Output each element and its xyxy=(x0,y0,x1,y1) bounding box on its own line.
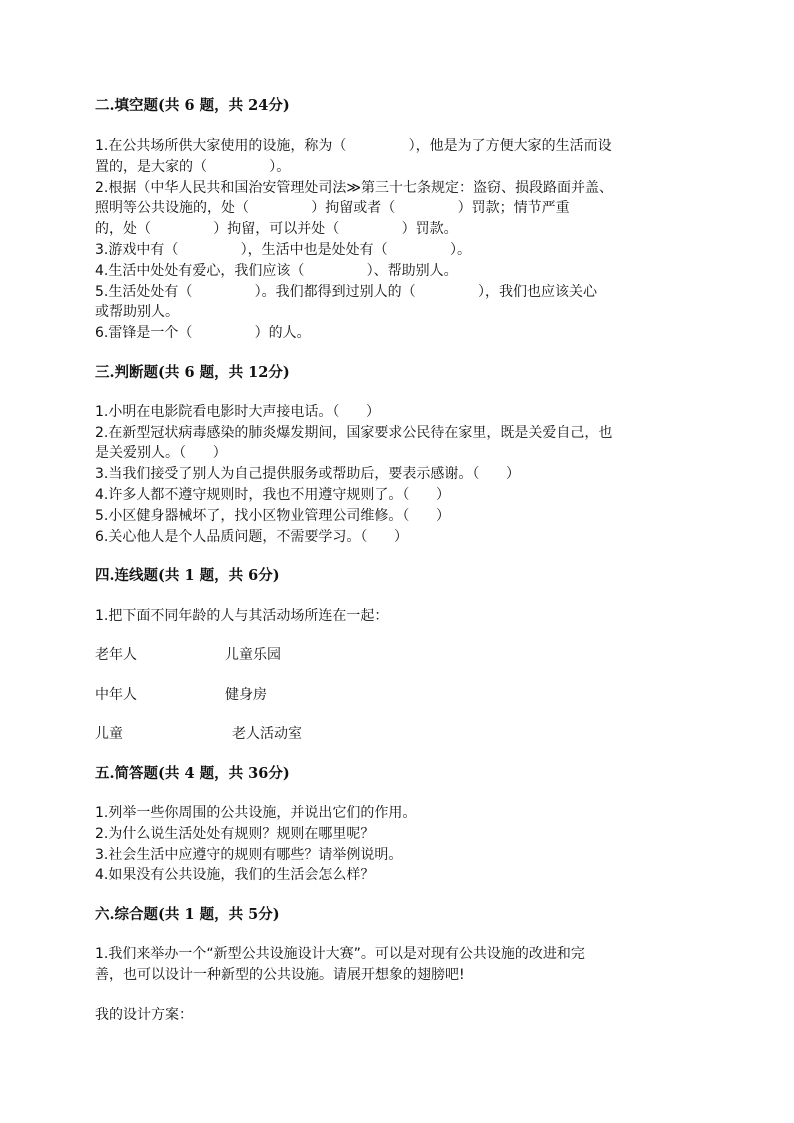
question-line: 6.关心他人是个人品质问题，不需要学习。（ ） xyxy=(95,529,409,545)
question-line: 1.小明在电影院看电影时大声接电话。（ ） xyxy=(95,404,381,420)
question-line: 3.游戏中有（ ），生活中也是处处有（ ）。 xyxy=(95,242,471,258)
question-line: 1.我们来举办一个“新型公共设施设计大赛”。可以是对现有公共设施的改进和完 xyxy=(95,946,585,962)
matching-right-item: 健身房 xyxy=(225,687,267,703)
question-line: 照明等公共设施的，处（ ）拘留或者（ ）罚款；情节严重 xyxy=(95,200,570,216)
matching-left-item: 儿童 xyxy=(95,726,123,742)
question-line: 5.生活处处有（ ）。我们都得到过别人的（ ），我们也应该关心 xyxy=(95,284,597,300)
section-heading-short-answer: 五.简答题(共 4 题，共 36分) xyxy=(95,765,290,782)
section-heading-matching: 四.连线题(共 1 题，共 6分) xyxy=(95,567,280,584)
matching-instruction: 1.把下面不同年龄的人与其活动场所连在一起： xyxy=(95,608,389,624)
question-line: 2.在新型冠状病毒感染的肺炎爆发期间，国家要求公民待在家里，既是关爱自己，也 xyxy=(95,425,613,441)
question-line: 的，处（ ）拘留，可以并处（ ）罚款。 xyxy=(95,221,458,237)
question-line: 1.列举一些你周围的公共设施，并说出它们的作用。 xyxy=(95,805,417,821)
section-heading-comprehensive: 六.综合题(共 1 题，共 5分) xyxy=(95,906,280,923)
question-line: 2.根据（中华人民共和国治安管理处司法≫第三十七条规定：盗窃、损段路面并盖、 xyxy=(95,180,614,196)
question-line: 或帮助别人。 xyxy=(95,304,179,320)
design-plan-label: 我的设计方案： xyxy=(95,1007,193,1023)
matching-left-item: 中年人 xyxy=(95,687,137,703)
question-line: 2.为什么说生活处处有规则？规则在哪里呢？ xyxy=(95,826,375,842)
question-line: 善，也可以设计一种新型的公共设施。请展开想象的翅膀吧! xyxy=(95,967,465,983)
question-line: 6.雷锋是一个（ ）的人。 xyxy=(95,325,311,341)
question-line: 5.小区健身器械坏了，找小区物业管理公司维修。（ ） xyxy=(95,508,451,524)
question-line: 4.许多人都不遵守规则时，我也不用遵守规则了。（ ） xyxy=(95,487,451,503)
question-line: 3.社会生活中应遵守的规则有哪些？请举例说明。 xyxy=(95,847,403,863)
question-line: 1.在公共场所供大家使用的设施，称为（ ），他是为了方便大家的生活而设 xyxy=(95,138,612,154)
section-heading-fill-blank: 二.填空题(共 6 题，共 24分) xyxy=(95,97,290,114)
matching-right-item: 老人活动室 xyxy=(232,726,302,742)
section-heading-true-false: 三.判断题(共 6 题，共 12分) xyxy=(95,364,290,381)
question-line: 置的，是大家的（ ）。 xyxy=(95,159,291,175)
question-line: 4.生活中处处有爱心，我们应该（ ）、帮助别人。 xyxy=(95,263,458,279)
question-line: 4.如果没有公共设施，我们的生活会怎么样？ xyxy=(95,867,375,883)
question-line: 3.当我们接受了别人为自己提供服务或帮助后，要表示感谢。（ ） xyxy=(95,466,521,482)
matching-right-item: 儿童乐园 xyxy=(225,647,281,663)
matching-left-item: 老年人 xyxy=(95,647,137,663)
question-line: 是关爱别人。（ ） xyxy=(95,445,227,461)
